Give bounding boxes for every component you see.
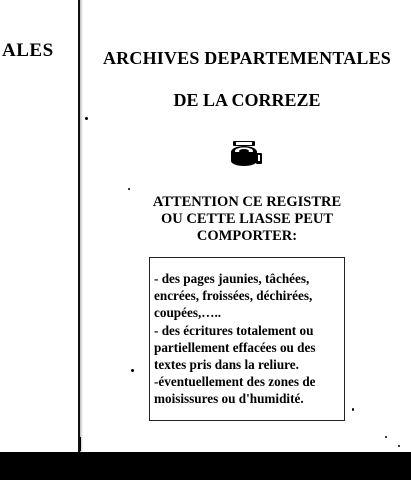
scan-speck bbox=[85, 117, 88, 120]
microfilm-reel-icon bbox=[230, 138, 264, 168]
warning-line: partiellement effacées ou des bbox=[154, 339, 316, 355]
warning-line: coupées,….. bbox=[154, 305, 222, 321]
left-page-cut-title: ALES bbox=[2, 40, 54, 61]
warning-line: - des écritures totalement ou bbox=[154, 322, 314, 338]
scan-speck bbox=[352, 408, 354, 411]
warning-box bbox=[149, 257, 345, 421]
attention-line: ATTENTION CE REGISTRE bbox=[152, 194, 342, 210]
attention-line: COMPORTER: bbox=[196, 228, 298, 244]
archive-title: ARCHIVES DEPARTEMENTALES bbox=[102, 48, 392, 68]
archive-subtitle: DE LA CORREZE bbox=[173, 90, 321, 110]
scan-speck bbox=[128, 188, 130, 190]
scan-speck bbox=[385, 436, 387, 438]
scan-speck bbox=[131, 369, 134, 372]
left-page-fragment bbox=[0, 0, 78, 452]
attention-heading bbox=[83, 194, 411, 245]
warning-line: moisissures ou d'humidité. bbox=[154, 391, 304, 407]
scan-speck bbox=[398, 445, 400, 447]
attention-line: OU CETTE LIASSE PEUT bbox=[160, 211, 334, 227]
warning-line: encrées, froissées, déchirées, bbox=[154, 288, 313, 304]
scan-bottom-border bbox=[0, 452, 411, 480]
right-page bbox=[83, 0, 411, 452]
warning-line: -éventuellement des zones de bbox=[154, 374, 316, 390]
scan-speck bbox=[80, 437, 81, 451]
warning-line: textes pris dans la reliure. bbox=[154, 357, 299, 373]
warning-line: - des pages jaunies, tâchées, bbox=[154, 271, 310, 286]
